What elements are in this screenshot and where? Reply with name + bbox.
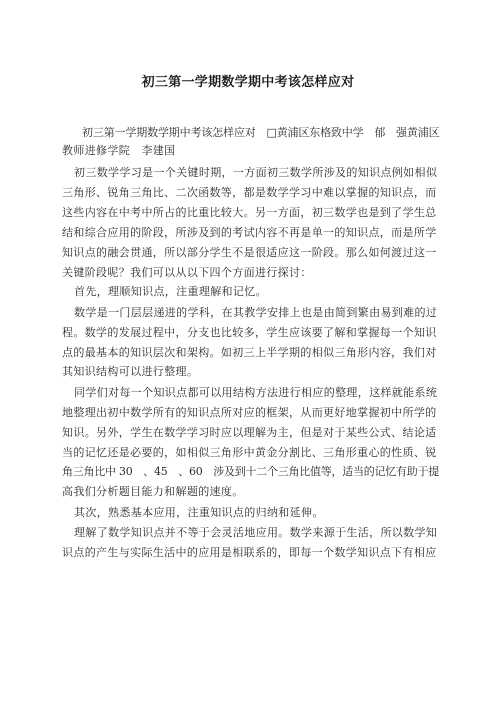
- text-line: 其知识结构可以进行整理。: [62, 365, 199, 378]
- document-title: 初三第一学期数学期中考该怎样应对: [141, 75, 355, 90]
- text-line: 首先，理顺知识点，注重理解和记忆。: [74, 285, 267, 298]
- text-line: 三角形、锐角三角比、二次函数等，都是数学学习中难以掌握的知识点，而: [62, 186, 437, 199]
- text-line: 同学们对每一个知识点都可以用结构方法进行相应的整理，这样就能系统: [74, 386, 438, 399]
- text-line: 知识点的融会贯通，所以部分学生不是很适应这一阶段。那么如何渡过这一: [62, 246, 437, 259]
- text-line: 地整理出初中数学所有的知识点所对应的框架，从而更好地掌握初中所学的: [62, 406, 437, 419]
- text-line: 角三角比中 30 、45 、60 涉及到十二个三角比值等，适当的记忆有助于提: [62, 465, 439, 478]
- text-line: 高我们分析题目能力和解题的速度。: [62, 485, 244, 498]
- text-line: 理解了数学知识点并不等于会灵活地应用。数学来源于生活，所以数学知: [74, 526, 438, 539]
- text-line: 程。数学的发展过程中，分支也比较多，学生应该要了解和掌握每一个知识: [62, 326, 437, 339]
- text-line: 其次，熟悉基本应用，注重知识点的归纳和延伸。: [74, 506, 324, 519]
- text-line: 知识。另外，学生在数学学习时应以理解为主，但是对于某些公式、结论适: [62, 426, 437, 439]
- text-line: 初三数学学习是一个关键时期，一方面初三数学所涉及的知识点例如相似: [74, 166, 438, 179]
- text-line: 数学是一门层层递进的学科，在其教学安排上也是由简到繁由易到难的过: [74, 306, 438, 319]
- text-line: 这些内容在中考中所占的比重比较大。另一方面，初三数学也是到了学生总: [62, 206, 437, 219]
- text-line: 初三第一学期数学期中考该怎样应对 □黄浦区东格致中学 郁 强黄浦区: [82, 126, 440, 139]
- text-line: 关键阶段呢？我们可以从以下四个方面进行探讨：: [62, 266, 312, 279]
- text-line: 结和综合应用的阶段，所涉及到的考试内容不再是单一的知识点，而是所学: [62, 226, 437, 239]
- text-line: 教师进修学院 李建国: [62, 144, 176, 157]
- text-line: 当的记忆还是必要的，如相似三角形中黄金分割比、三角形重心的性质、锐: [62, 446, 437, 459]
- text-line: 点的最基本的知识层次和架构。如初三上半学期的相似三角形内容，我们对: [62, 346, 437, 359]
- text-line: 识点的产生与实际生活中的应用是相联系的，即每一个数学知识点下有相应: [62, 546, 437, 559]
